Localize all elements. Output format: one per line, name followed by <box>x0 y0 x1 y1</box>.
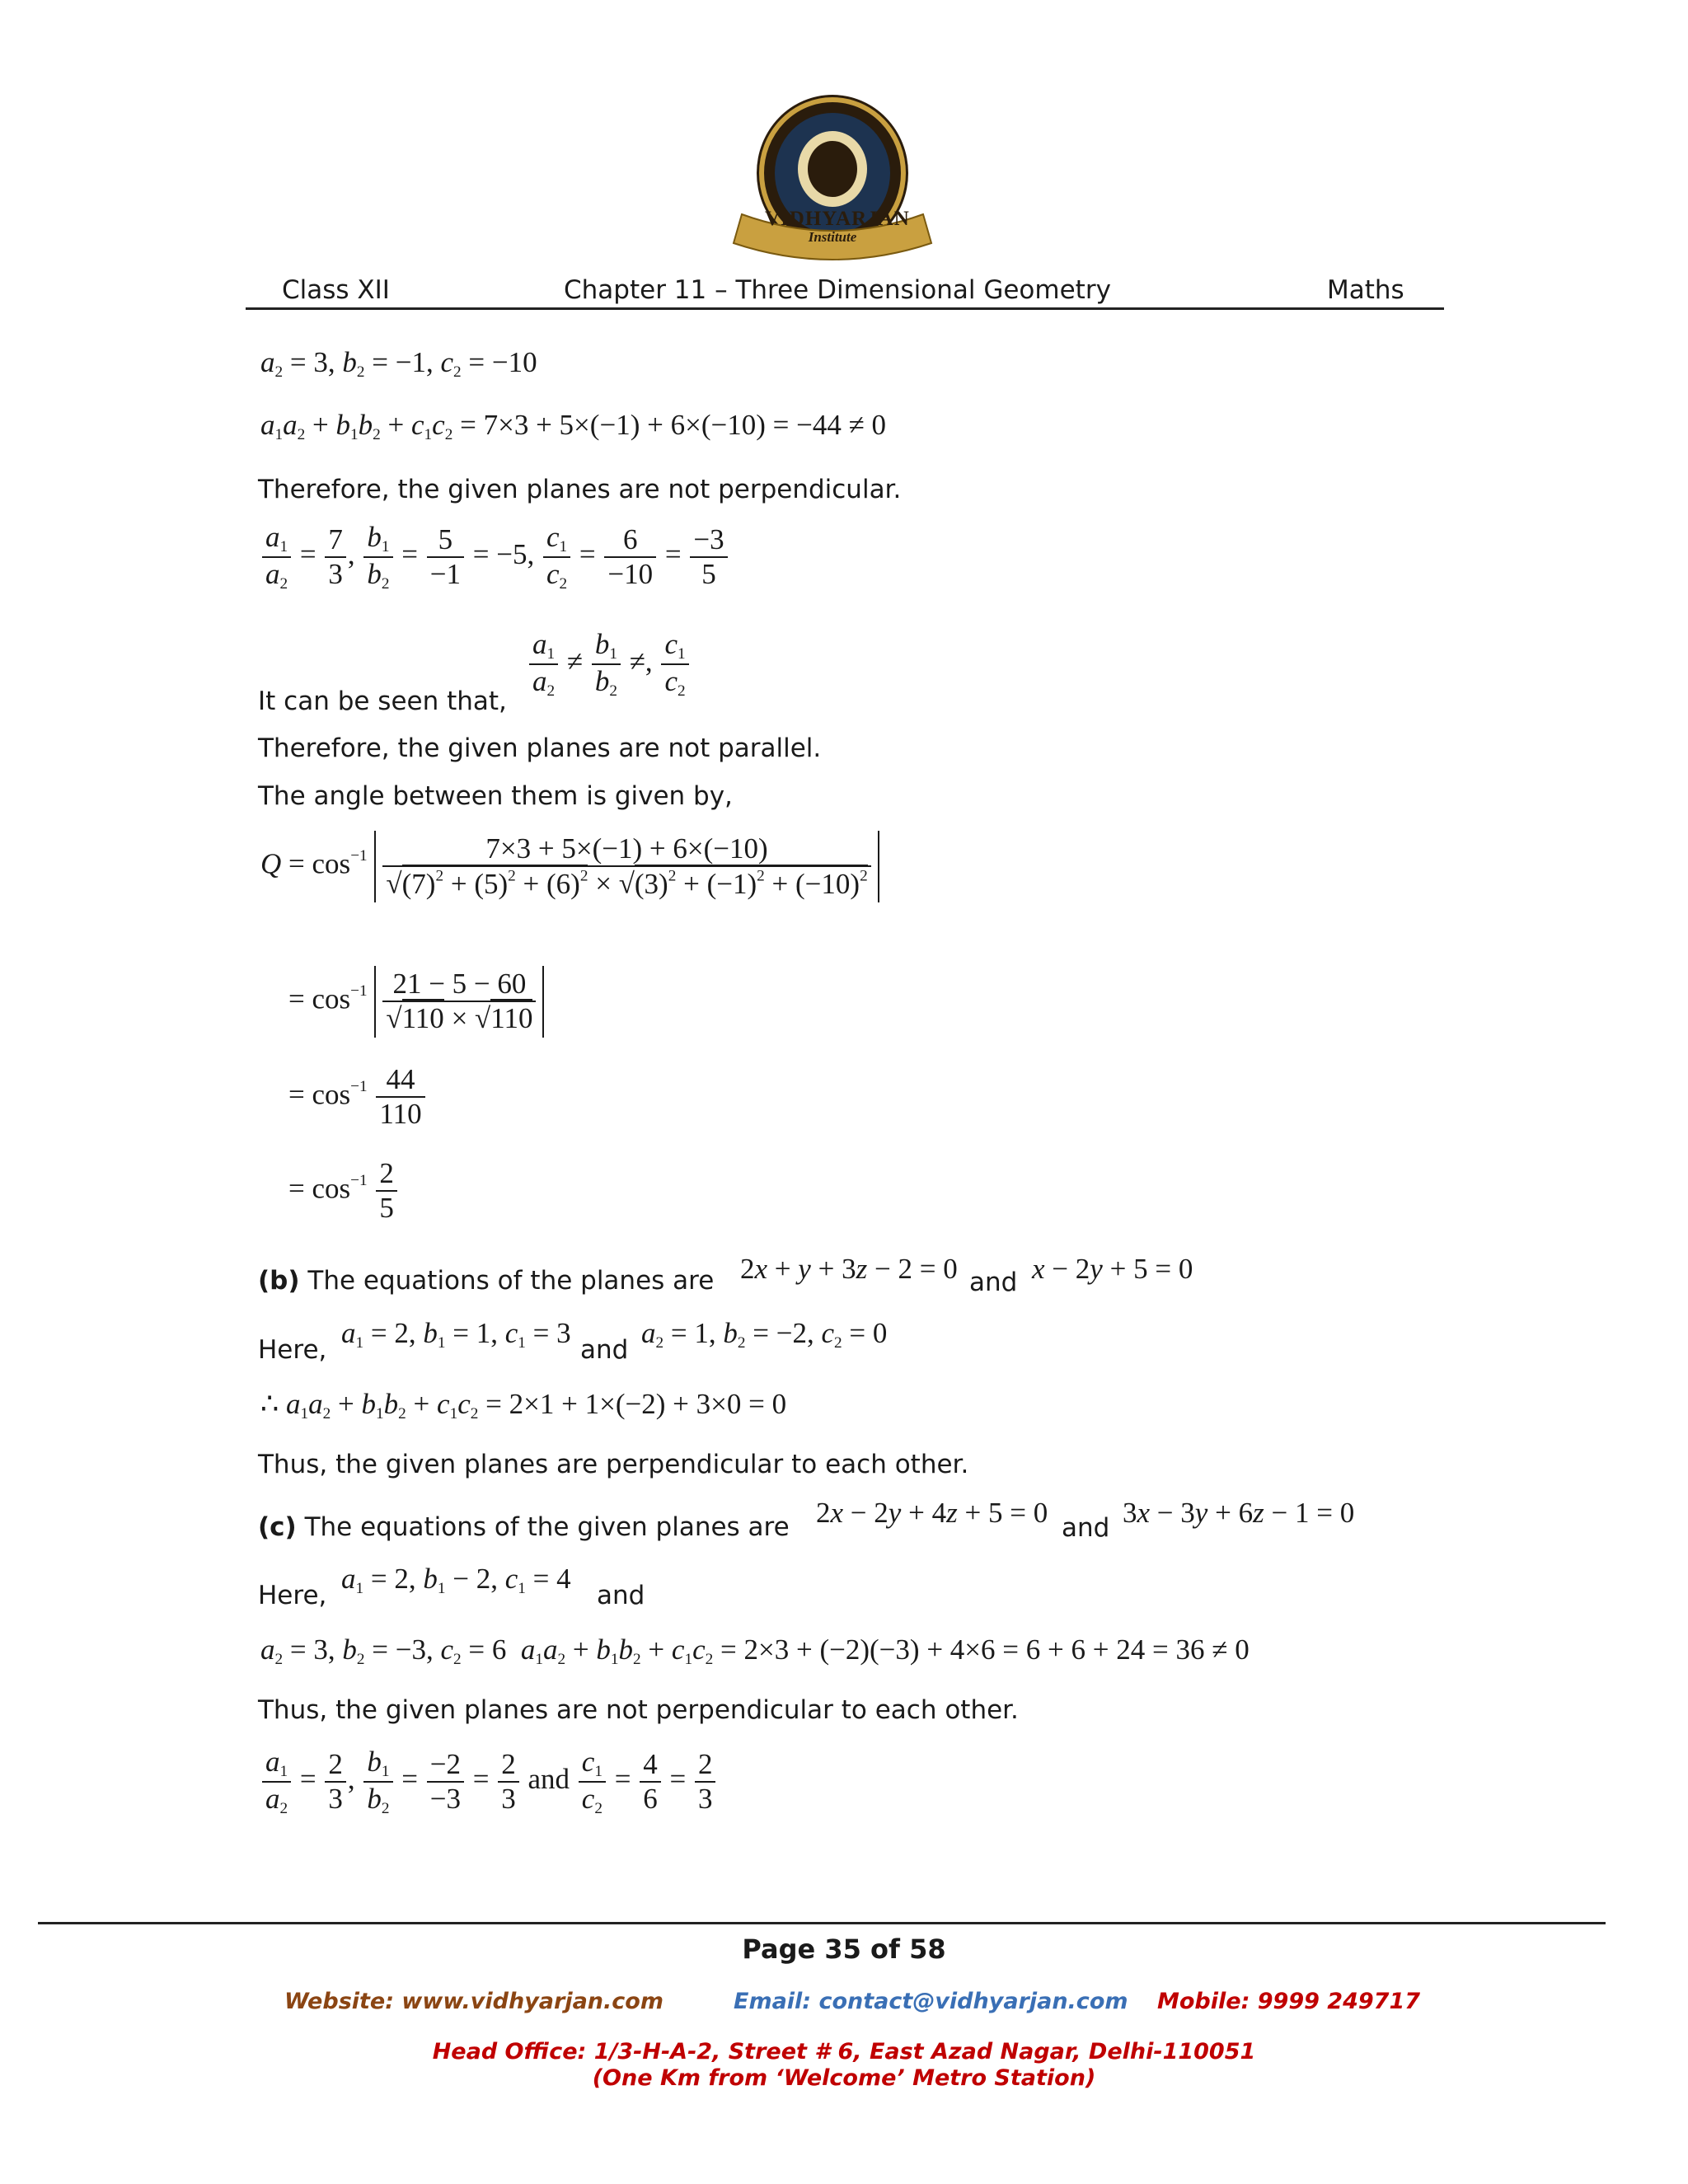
header-subject: Maths <box>1327 275 1404 305</box>
eq-plane-b1: 2x + y + 3z − 2 = 0 <box>740 1253 958 1285</box>
footer-rule <box>38 1922 1606 1924</box>
header-rule <box>246 307 1444 310</box>
eq-plane-b2: x − 2y + 5 = 0 <box>1032 1253 1193 1285</box>
text-and-b2: and <box>580 1335 629 1365</box>
eq-angle-formula: $Q = \cos^{-1}$ $\frac{7\times 3 + 5\times(-1) + 6\times(-10)}{√(7)^2 + (5)^2 + (6)^2 \times √(3)^2 + (-1)^2 + (-10)^2}$ <box>260 831 879 902</box>
text-it-can-be-seen: It can be seen that, <box>258 687 507 716</box>
text-angle-given-by: The angle between them is given by, <box>258 781 733 811</box>
text-not-parallel: Therefore, the given planes are not parallel. <box>258 733 822 763</box>
eq-dot-product-a: $a_1a_2 + b_1b_2 + c_1c_2 = 7\times 3 + 5\times(-1) + 6\times(-10) = -44 \ne 0$ <box>260 409 887 443</box>
eq-coeffs-c1: $a_1 = 2$, $b_1 - 2$, $c_1 = 4$ <box>341 1563 571 1597</box>
footer-landmark: (One Km from ‘Welcome’ Metro Station) <box>592 2065 1096 2091</box>
eq-angle-step-1: = $\cos^{-1}$ $\frac{21 - 5 - 60}{√110 \times √110}$ <box>288 966 544 1038</box>
text-not-perpendicular-a: Therefore, the given planes are not perpendicular. <box>258 475 902 504</box>
footer-mobile: Mobile: 9999 249717 <box>1157 1989 1421 2014</box>
header-class: Class XII <box>282 275 390 305</box>
part-c-label: (c) <box>258 1512 297 1542</box>
eq-dot-product-b: ∴ $a_1a_2 + b_1b_2 + c_1c_2 = 2\times 1 + 1\times(-2) + 3\times 0 = 0$ <box>260 1388 787 1422</box>
eq-coeffs-b1: $a_1 = 2$, $b_1 = 1$, $c_1 = 3$ <box>341 1317 571 1352</box>
part-c-intro <box>258 1511 790 1544</box>
eq-ratios-c: $\frac{a_1}{a_2}$ = $\frac{2}{3}$ , $\frac{b_1}{b_2}$ = $\frac{-2}{-3}$ = $\frac{2}{3}$ and $\frac{c_1}{c_2}$ = $\frac{4}{6}$ = $\frac{2}{3}$ <box>260 1746 717 1818</box>
footer-email[interactable]: Email: contact@vidhyarjan.com <box>734 1989 1128 2014</box>
header-chapter: Chapter 11 – Three Dimensional Geometry <box>564 275 1111 305</box>
footer-website[interactable]: Website: www.vidhyarjan.com <box>284 1989 663 2014</box>
text-and-b1: and <box>969 1268 1018 1297</box>
eq-coeffs-b2: $a_2 = 1$, $b_2 = -2$, $c_2 = 0$ <box>641 1317 888 1352</box>
eq-angle-result: = $\cos^{-1}$ $\frac{2}{5}$ <box>288 1157 399 1226</box>
text-here-c: Here, <box>258 1581 327 1610</box>
text-not-perpendicular-c: Thus, the given planes are not perpendicular to each other. <box>258 1695 1019 1725</box>
eq-not-parallel-condition: $\frac{a_1}{a_2}$ ≠ $\frac{b_1}{b_2}$ ≠, $\frac{c_1}{c_2}$ <box>528 628 691 701</box>
eq-dot-product-c: $a_2 = 3$, $b_2 = -3$, $c_2 = 6$ $a_1a_2 + b_1b_2 + c_1c_2 = 2\times 3 + (-2)(-3) + 4\times 6 = 6 + 6 + 24 = 36 \ne 0$ <box>260 1633 1250 1668</box>
logo-subtitle: Institute <box>808 229 857 245</box>
part-c-text: The equations of the given planes are <box>304 1512 790 1542</box>
eq-angle-step-2: = $\cos^{-1}$ $\frac{44}{110}$ <box>288 1063 427 1132</box>
eq-ratios-a: $\frac{a_1}{a_2}$ = $\frac{7}{3}$ , $\frac{b_1}{b_2}$ = $\frac{5}{-1}$ = −5, $\frac{c_1}{c_2}$ = $\frac{6}{-10}$ = $\frac{-3}{5}$ <box>260 521 729 593</box>
text-and-c1: and <box>1062 1513 1110 1543</box>
part-b-text: The equations of the planes are <box>307 1266 715 1296</box>
text-perpendicular-b: Thus, the given planes are perpendicular to each other. <box>258 1450 969 1479</box>
text-here-b: Here, <box>258 1335 327 1365</box>
page-number: Page 35 of 58 <box>742 1933 946 1965</box>
part-b-intro <box>258 1264 714 1297</box>
text-and-c2: and <box>597 1581 645 1610</box>
eq-plane-c2: 3x − 3y + 6z − 1 = 0 <box>1123 1497 1355 1529</box>
eq-a2-values: $a_2 = 3$, $b_2 = -1$, $c_2 = -10$ <box>260 346 537 381</box>
eq-plane-c1: 2x − 2y + 4z + 5 = 0 <box>816 1497 1048 1529</box>
logo-name: VIDHYARJAN <box>765 208 910 230</box>
institute-logo <box>725 91 940 276</box>
footer-office: Head Office: 1/3-H-A-2, Street # 6, East Azad Nagar, Delhi-110051 <box>432 2039 1256 2064</box>
part-b-label: (b) <box>258 1266 300 1296</box>
